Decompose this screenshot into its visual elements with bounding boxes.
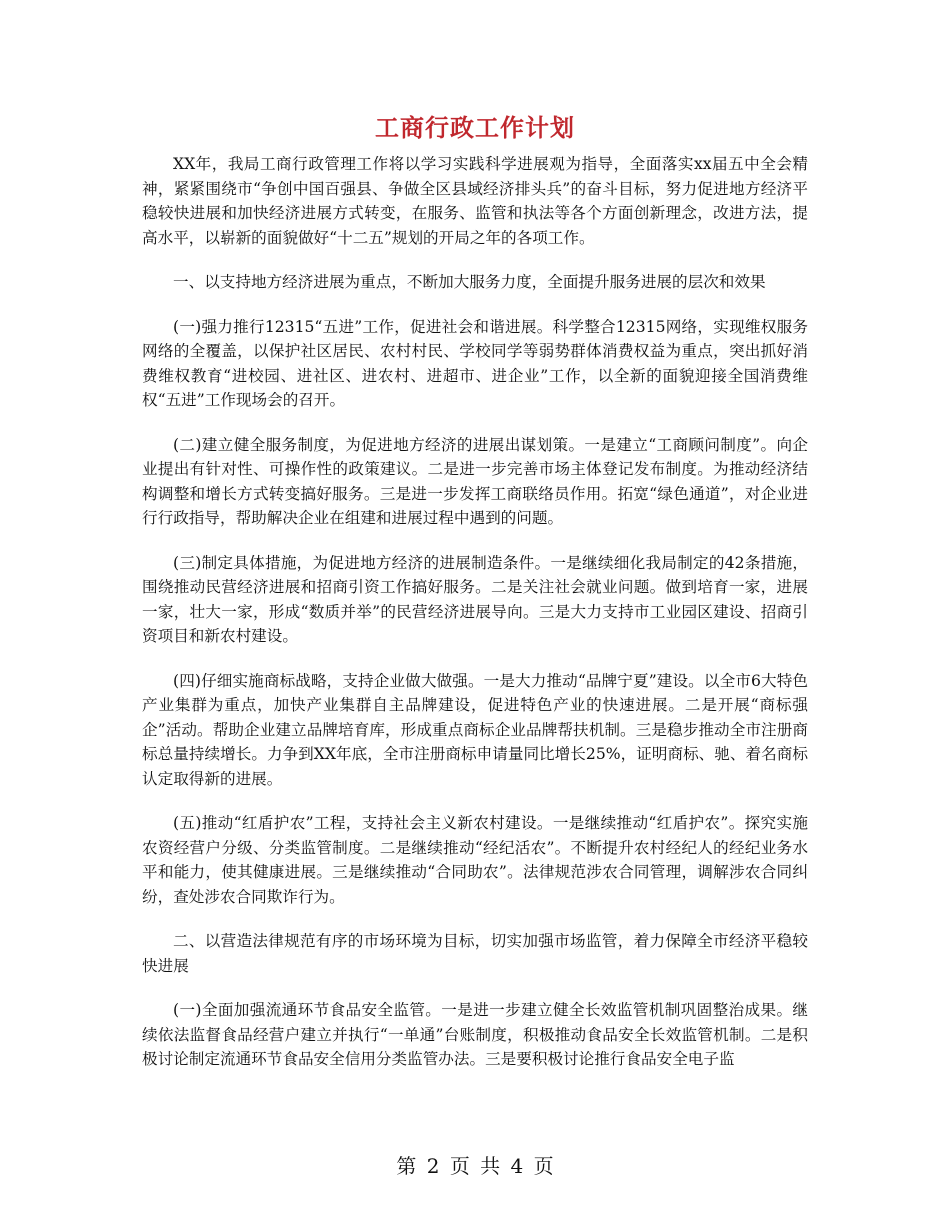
paragraph-intro: XX年，我局工商行政管理工作将以学习实践科学进展观为指导，全面落实xx届五中全会精神，紧紧围绕市“争创中国百强县、争做全区县域经济排头兵”的奋斗目标，努力促进地方经济平稳较快进展和加快经济进展方式转变，在服务、监管和执法等各个方面创新理念，改进方法，提高水平，以崭新的面貌做好“十二五”规划的开局之年的各项工作。 [142,155,808,247]
section-heading-1: 一、以支持地方经济进展为重点，不断加大服务力度，全面提升服务进展的层次和效果 [173,273,766,291]
document-title: 工商行政工作计划 [375,113,575,142]
page-number-footer: 第 2 页 共 4 页 [396,1154,554,1178]
paragraph-1-1: (一)强力推行12315“五进”工作，促进社会和谐进展。科学整合12315网络，实现维权服务网络的全覆盖，以保护社区居民、农村村民、学校同学等弱势群体消费权益为重点，突出抓好消费维权教育“进校园、进社区、进农村、进超市、进企业”工作，以全新的面貌迎接全国消费维权“五进”工作现场会的召开。 [142,317,808,409]
document-body [142,152,808,1092]
section-heading-2: 二、以营造法律规范有序的市场环境为目标，切实加强市场监管，着力保障全市经济平稳较快进展 [142,932,808,975]
paragraph-1-3: (三)制定具体措施，为促进地方经济的进展制造条件。一是继续细化我局制定的42条措施，围绕推动民营经济进展和招商引资工作搞好服务。二是关注社会就业问题。做到培育一家，进展一家，壮大一家，形成“数质并举”的民营经济进展导向。三是大力支持市工业园区建设、招商引资项目和新农村建设。 [142,553,808,645]
paragraph-1-2: (二)建立健全服务制度，为促进地方经济的进展出谋划策。一是建立“工商顾问制度”。向企业提出有针对性、可操作性的政策建议。二是进一步完善市场主体登记发布制度。为推动经济结构调整和增长方式转变搞好服务。三是进一步发挥工商联络员作用。拓宽“绿色通道”，对企业进行行政指导，帮助解决企业在组建和进展过程中遇到的问题。 [142,435,808,527]
paragraph-2-1: (一)全面加强流通环节食品安全监管。一是进一步建立健全长效监管机制巩固整治成果。继续依法监督食品经营户建立并执行“一单通”台账制度，积极推动食品安全长效监管机制。二是积极讨论制定流通环节食品安全信用分类监管办法。三是要积极讨论推行食品安全电子监 [142,1001,808,1068]
paragraph-1-5: (五)推动“红盾护农”工程，支持社会主义新农村建设。一是继续推动“红盾护农”。探究实施农资经营户分级、分类监管制度。二是继续推动“经纪活农”。不断提升农村经纪人的经纪业务水平和能力，使其健康进展。三是继续推动“合同助农”。法律规范涉农合同管理，调解涉农合同纠纷，查处涉农合同欺诈行为。 [142,814,808,906]
paragraph-1-4: (四)仔细实施商标战略，支持企业做大做强。一是大力推动“品牌宁夏”建设。以全市6大特色产业集群为重点，加快产业集群自主品牌建设，促进特色产业的快速进展。二是开展“商标强企”活动。帮助企业建立品牌培育库，形成重点商标企业品牌帮扶机制。三是稳步推动全市注册商标总量持续增长。力争到XX年底，全市注册商标申请量同比增长25%，证明商标、驰、着名商标认定取得新的进展。 [142,671,808,788]
